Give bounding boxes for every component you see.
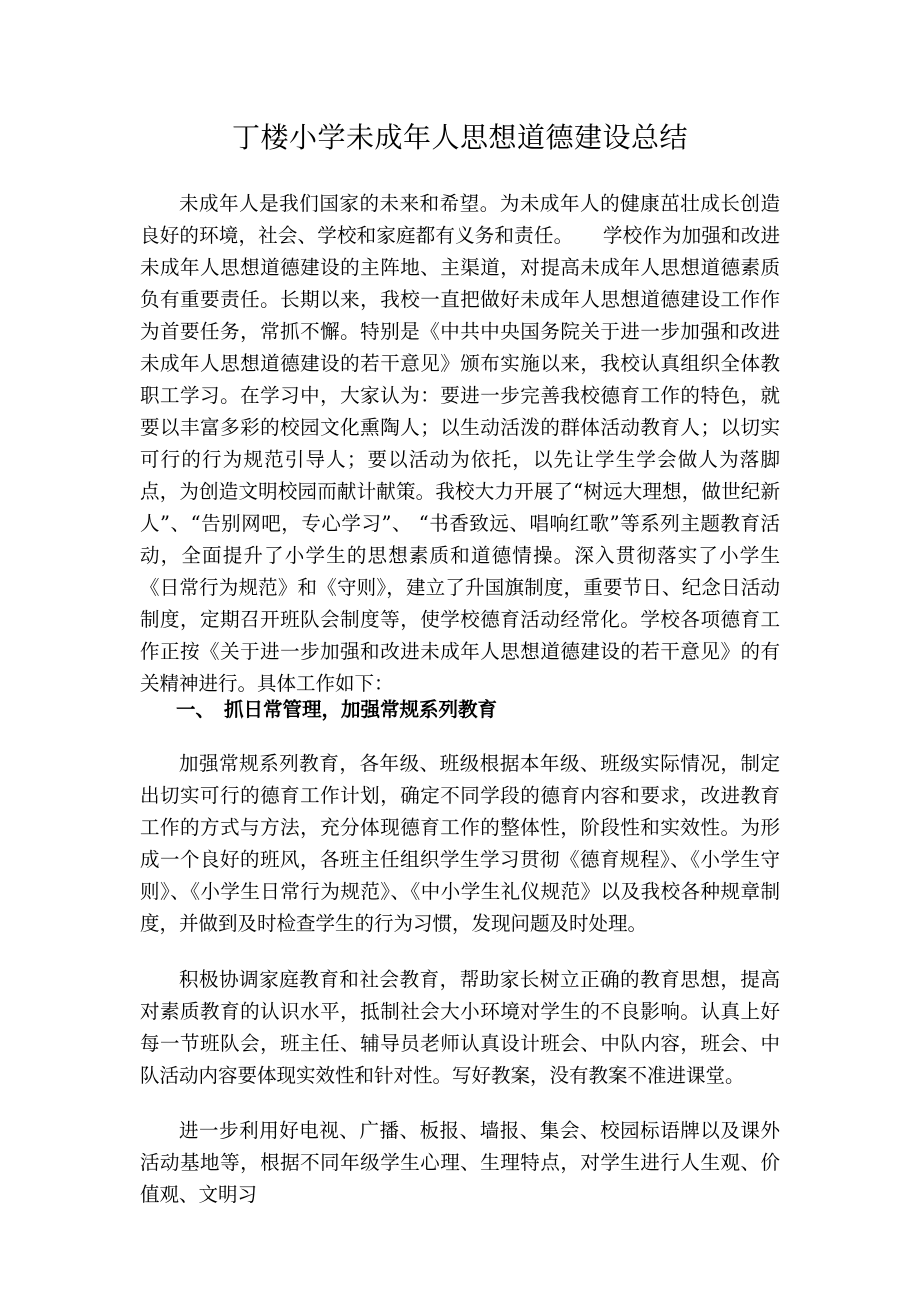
section-heading bbox=[176, 694, 497, 726]
document-title: 丁楼小学未成年人思想道德建设总结 bbox=[231, 121, 688, 154]
section-heading-text: 抓日常管理，加强常规系列教育 bbox=[224, 698, 498, 721]
section-number: 一、 bbox=[176, 698, 216, 721]
paragraph-media-resources: 进一步利用好电视、广播、板报、墙报、集会、校园标语牌以及课外活动基地等，根据不同年级学生心理、生理特点，对学生进行人生观、价值观、文明习 bbox=[140, 1119, 780, 1206]
paragraph-family-society: 积极协调家庭教育和社会教育，帮助家长树立正确的教育思想，提高对素质教育的认识水平，抵制社会大小环境对学生的不良影响。认真上好每一节班队会，班主任、辅导员老师认真设计班会、中队内容，班会、中队活动内容要体现实效性和针对性。写好教案，没有教案不准进课堂。 bbox=[140, 968, 780, 1087]
paragraph-routine-education: 加强常规系列教育，各年级、班级根据本年级、班级实际情况，制定出切实可行的德育工作计划，确定不同学段的德育内容和要求，改进教育工作的方式与方法，充分体现德育工作的整体性，阶段性和实效性。为形成一个良好的班风，各班主任组织学生学习贯彻《德育规程》、《小学生守则》、《小学生日常行为规范》、《中小学生礼仪规范》以及我校各种规章制度，并做到及时检查学生的行为习惯，发现问题及时处理。 bbox=[140, 752, 780, 935]
intro-paragraph: 未成年人是我们国家的未来和希望。为未成年人的健康茁壮成长创造良好的环境，社会、学校和家庭都有义务和责任。 学校作为加强和改进未成年人思想道德建设的主阵地、主渠道，对提高未成年人思想道德素质负有重要责任。长期以来，我校一直把做好未成年人思想道德建设工作作为首要任务，常抓不懈。特别是《中共中央国务院关于进一步加强和改进未成年人思想道德建设的若干意见》颁布实施以来，我校认真组织全体教职工学习。在学习中，大家认为：要进一步完善我校德育工作的特色，就要以丰富多彩的校园文化熏陶人；以生动活泼的群体活动教育人；以切实可行的行为规范引导人；要以活动为依托，以先让学生学会做人为落脚点，为创造文明校园而献计献策。我校大力开展了“树远大理想，做世纪新人”、“告别网吧，专心学习”、 “书香致远、唱响红歌”等系列主题教育活动，全面提升了小学生的思想素质和道德情操。深入贯彻落实了小学生《日常行为规范》和《守则》，建立了升国旗制度，重要节日、纪念日活动制度，定期召开班队会制度等，使学校德育活动经常化。学校各项德育工作正按《关于进一步加强和改进未成年人思想道德建设的若干意见》的有关精神进行。具体工作如下： bbox=[140, 192, 780, 695]
